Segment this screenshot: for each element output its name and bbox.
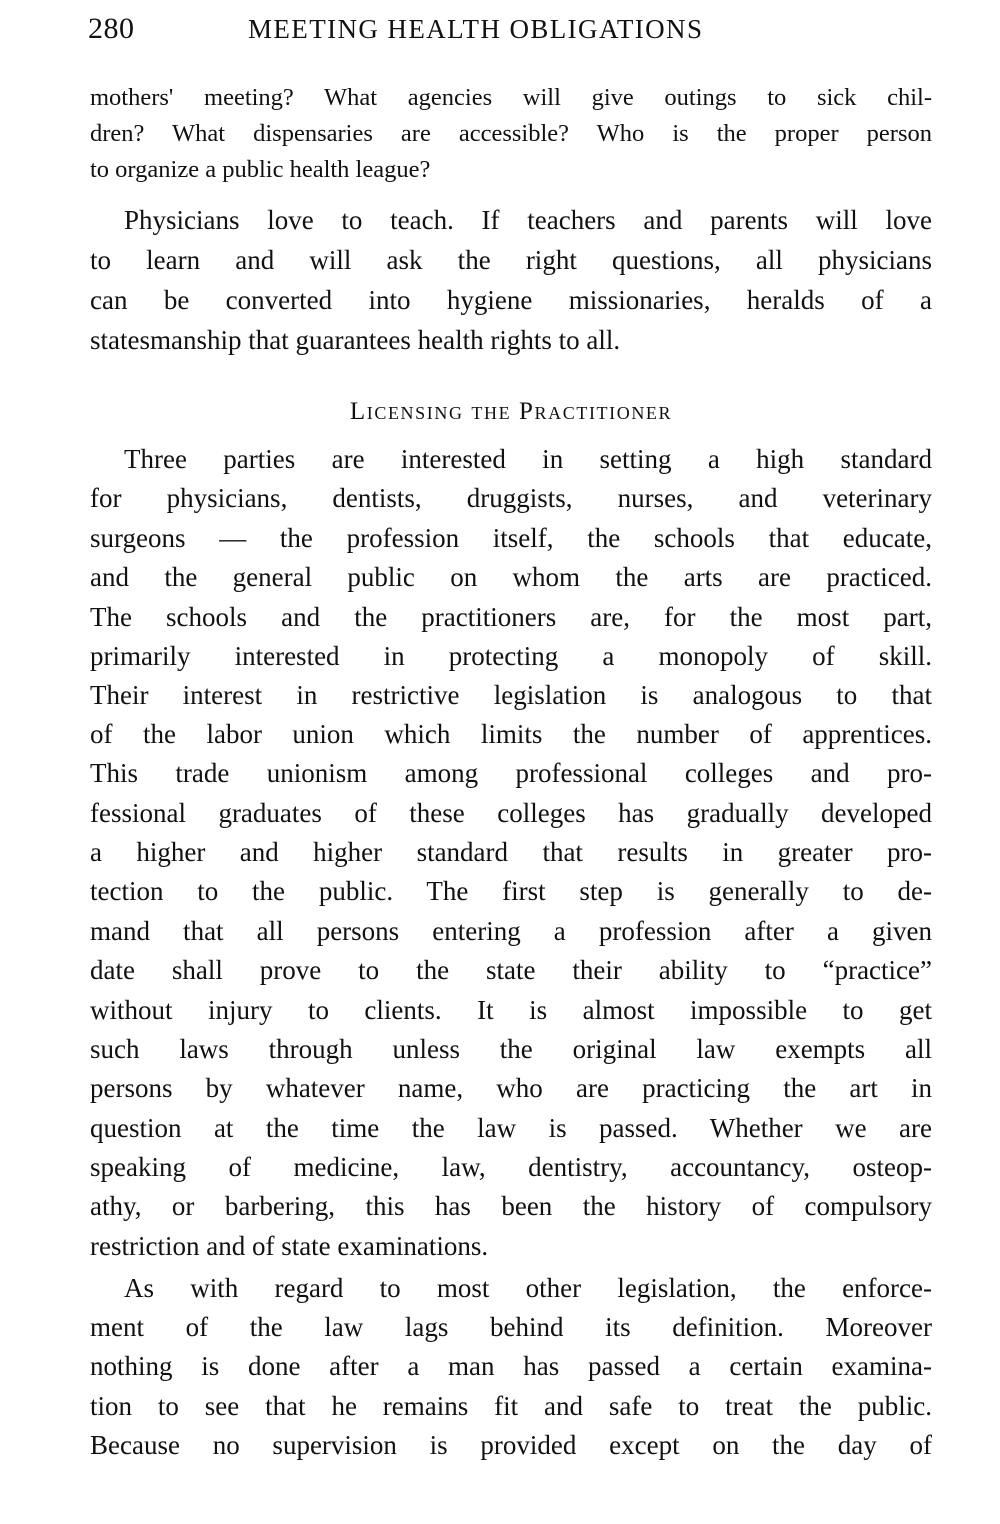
text-line: tion to see that he remains fit and safe to treat the public.: [90, 1391, 932, 1421]
text-line: to organize a public health league?: [90, 156, 431, 183]
text-line: Because no supervision is provided except on the day of: [90, 1430, 932, 1460]
text-line: question at the time the law is passed. Whether we are: [90, 1113, 932, 1143]
text-line: primarily interested in protecting a monopoly of skill.: [90, 641, 932, 671]
text-line: nothing is done after a man has passed a certain examina-: [90, 1351, 932, 1381]
text-line: The schools and the practitioners are, for the most part,: [90, 602, 932, 632]
text-line: Physicians love to teach. If teachers and parents will love: [124, 205, 932, 235]
text-line: date shall prove to the state their ability to “practice”: [90, 955, 932, 985]
text-line: fessional graduates of these colleges has gradually developed: [90, 798, 932, 828]
section-heading: Licensing the Practitioner: [349, 398, 673, 425]
text-line: mothers' meeting? What agencies will give outings to sick chil-: [90, 84, 932, 111]
text-line: speaking of medicine, law, dentistry, accountancy, osteop-: [90, 1152, 932, 1182]
text-line: restriction and of state examinations.: [90, 1231, 489, 1261]
running-title: MEETING HEALTH OBLIGATIONS: [248, 14, 704, 44]
text-line: This trade unionism among professional colleges and pro-: [90, 758, 932, 788]
text-line: statesmanship that guarantees health rights to all.: [90, 325, 621, 355]
text-line: such laws through unless the original law exempts all: [90, 1034, 932, 1064]
text-line: As with regard to most other legislation, the enforce-: [124, 1273, 932, 1303]
text-line: to learn and will ask the right questions, all physicians: [90, 245, 932, 275]
text-line: Their interest in restrictive legislation is analogous to that: [90, 680, 932, 710]
text-line: mand that all persons entering a profession after a given: [90, 916, 932, 946]
text-line: tection to the public. The first step is generally to de-: [90, 876, 932, 906]
page-number: 280: [88, 12, 135, 45]
text-line: without injury to clients. It is almost impossible to get: [90, 995, 932, 1025]
text-line: can be converted into hygiene missionaries, heralds of a: [90, 285, 932, 315]
text-line: for physicians, dentists, druggists, nurses, and veterinary: [90, 483, 932, 513]
text-line: Three parties are interested in setting a high standard: [124, 444, 932, 474]
text-line: athy, or barbering, this has been the history of compulsory: [90, 1191, 932, 1221]
text-line: surgeons — the profession itself, the schools that educate,: [90, 523, 932, 553]
text-line: of the labor union which limits the number of apprentices.: [90, 719, 932, 749]
text-line: dren? What dispensaries are accessible? Who is the proper person: [90, 120, 932, 147]
page-header: [88, 12, 938, 52]
text-line: persons by whatever name, who are practicing the art in: [90, 1073, 932, 1103]
text-line: and the general public on whom the arts are practiced.: [90, 562, 932, 592]
text-line: ment of the law lags behind its definition. Moreover: [90, 1312, 932, 1342]
text-line: a higher and higher standard that results in greater pro-: [90, 837, 932, 867]
